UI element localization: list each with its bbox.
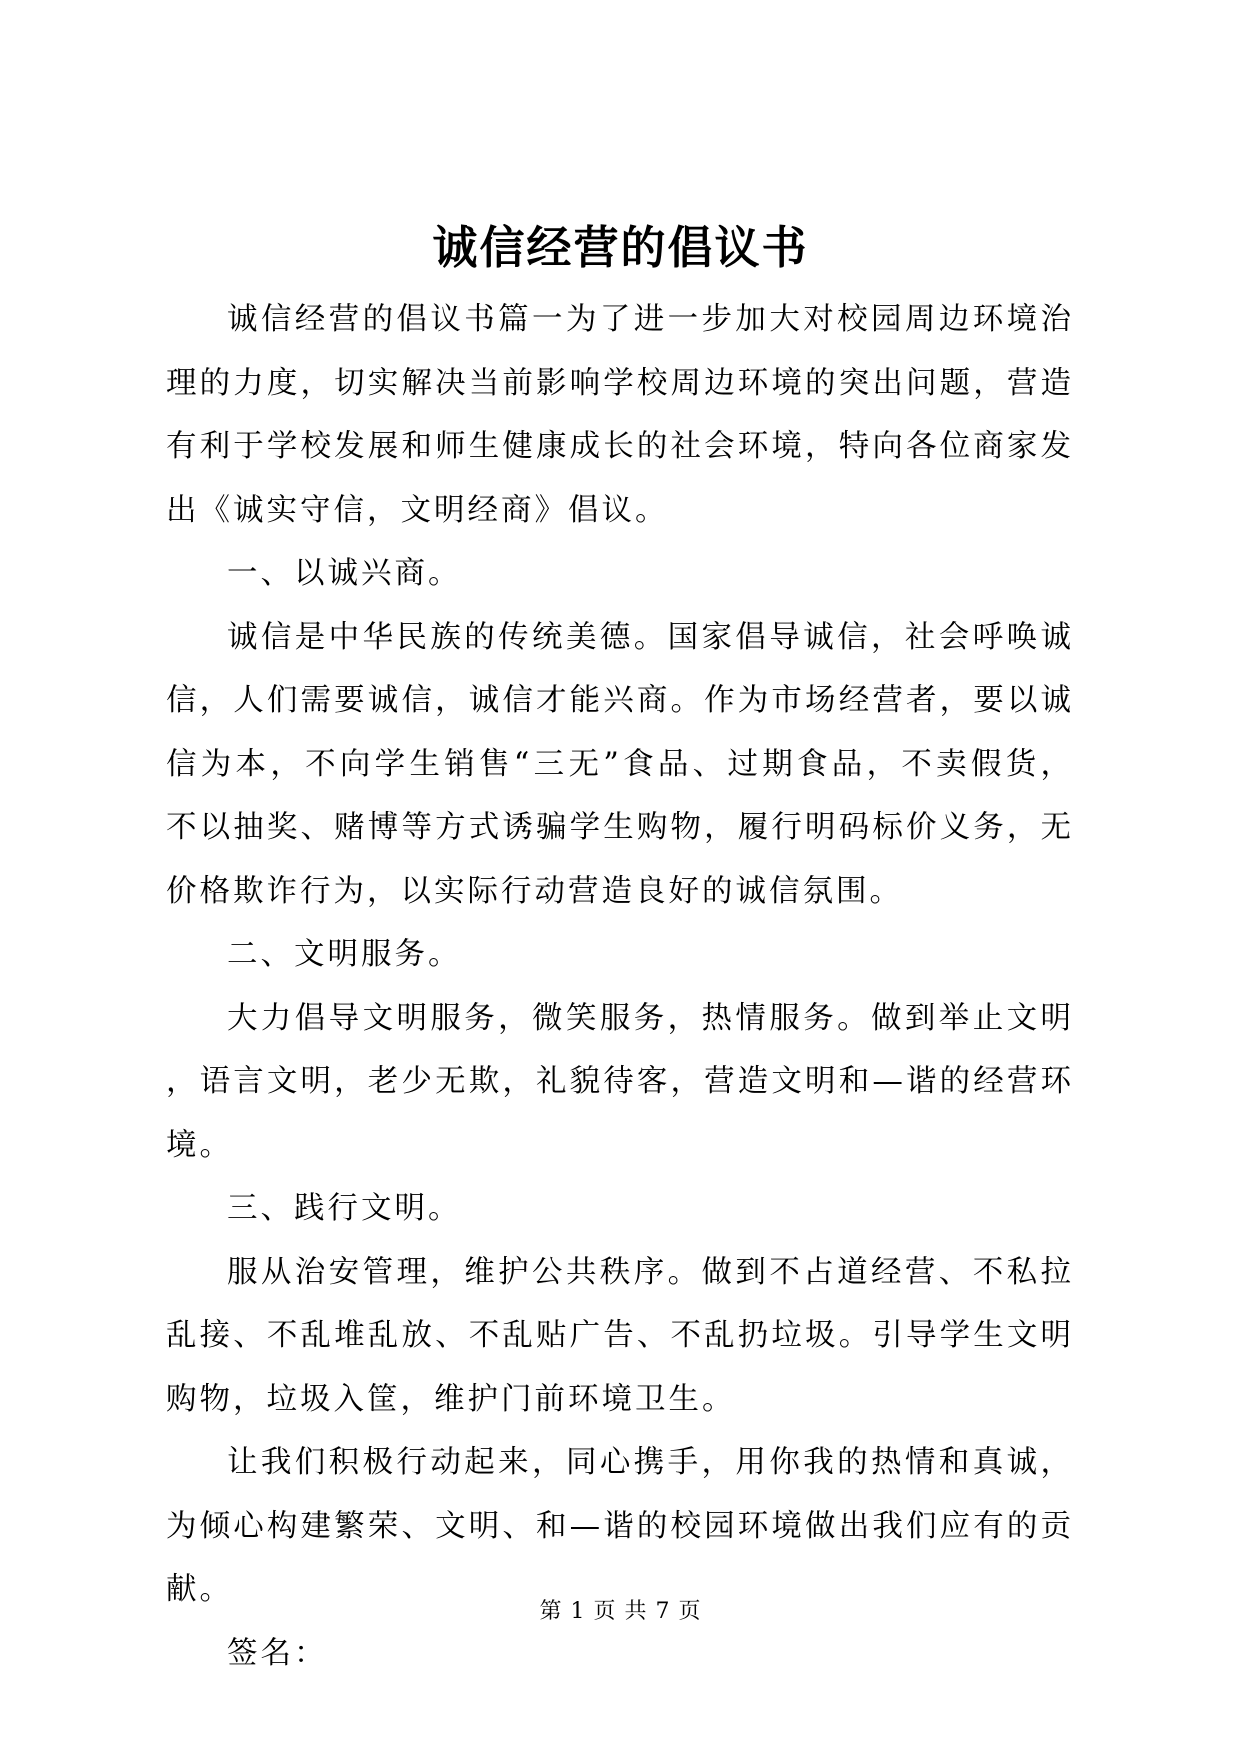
signature-label: 签名：	[227, 1635, 328, 1671]
closing-paragraph: 让我们积极行动起来，同心携手，用你我的热情和真诚，为倾心构建繁荣、文明、和—谐的校园环境做出我们应有的贡献。	[166, 1445, 1074, 1607]
section-paragraph-1: 诚信是中华民族的传统美德。国家倡导诚信，社会呼唤诚信，人们需要诚信，诚信才能兴商。作为市场经营者，要以诚信为本，不向学生销售“三无”食品、过期食品，不卖假货，不以抽奖、赌博等方式诱骗学生购物，履行明码标价义务，无价格欺诈行为，以实际行动营造良好的诚信氛围。	[166, 619, 1074, 909]
intro-paragraph: 诚信经营的倡议书篇一为了进一步加大对校园周边环境治理的力度，切实解决当前影响学校周边环境的突出问题，营造有利于学校发展和师生健康成长的社会环境，特向各位商家发出《诚实守信，文明经商》倡议。	[166, 302, 1074, 528]
section-paragraph-2: 大力倡导文明服务，微笑服务，热情服务。做到举止文明，语言文明，老少无欺，礼貌待客，营造文明和—谐的经营环境。	[166, 1000, 1074, 1163]
document-title: 诚信经营的倡议书	[432, 221, 809, 274]
section-heading-1: 一、以诚兴商。	[227, 556, 462, 591]
page-number: 第 1 页 共 7 页	[539, 1599, 702, 1624]
section-paragraph-3: 服从治安管理，维护公共秩序。做到不占道经营、不私拉乱接、不乱堆乱放、不乱贴广告、不乱扔垃圾。引导学生文明购物，垃圾入筐，维护门前环境卫生。	[166, 1254, 1074, 1417]
section-heading-3: 三、践行文明。	[227, 1191, 462, 1226]
section-heading-2: 二、文明服务。	[227, 937, 462, 972]
document-body	[166, 288, 1074, 1685]
